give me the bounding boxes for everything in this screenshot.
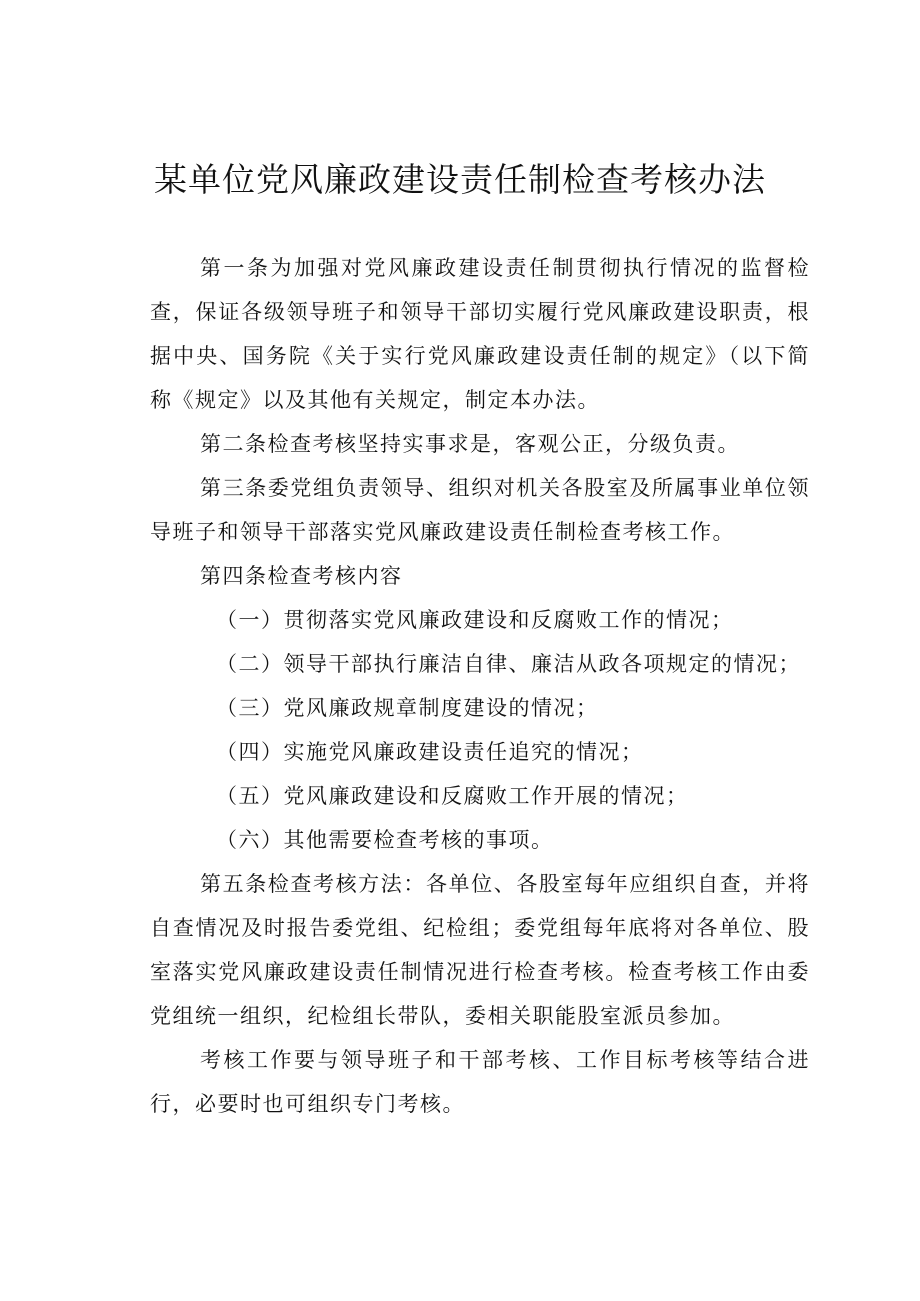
article-2: 第二条检查考核坚持实事求是，客观公正，分级负责。	[200, 432, 740, 456]
list-item: （三）党风廉政规章制度建设的情况；	[216, 696, 599, 720]
document-title: 某单位党风廉政建设责任制检查考核办法	[154, 160, 766, 199]
document-body	[150, 246, 810, 1126]
list-item: （五）党风廉政建设和反腐败工作开展的情况；	[216, 784, 689, 808]
article-5: 第五条检查考核方法：各单位、各股室每年应组织自查，并将自查情况及时报告委党组、纪检组；委党组每年底将对各单位、股室落实党风廉政建设责任制情况进行检查考核。检查考核工作由委党组统一组织，纪检组长带队，委相关职能股室派员参加。	[150, 872, 810, 1028]
list-item: （一）贯彻落实党风廉政建设和反腐败工作的情况；	[216, 608, 734, 632]
list-item: （二）领导干部执行廉洁自律、廉洁从政各项规定的情况；	[216, 652, 801, 676]
closing-paragraph: 考核工作要与领导班子和干部考核、工作目标考核等结合进行，必要时也可组织专门考核。	[150, 1048, 810, 1116]
list-item: （四）实施党风廉政建设责任追究的情况；	[216, 740, 644, 764]
article-4-heading: 第四条检查考核内容	[200, 564, 403, 588]
article-3: 第三条委党组负责领导、组织对机关各股室及所属事业单位领导班子和领导干部落实党风廉政建设责任制检查考核工作。	[150, 476, 810, 544]
article-1: 第一条为加强对党风廉政建设责任制贯彻执行情况的监督检查，保证各级领导班子和领导干部切实履行党风廉政建设职责，根据中央、国务院《关于实行党风廉政建设责任制的规定》（以下简称《规定》以及其他有关规定，制定本办法。	[150, 256, 810, 412]
list-item: （六）其他需要检查考核的事项。	[216, 828, 554, 852]
